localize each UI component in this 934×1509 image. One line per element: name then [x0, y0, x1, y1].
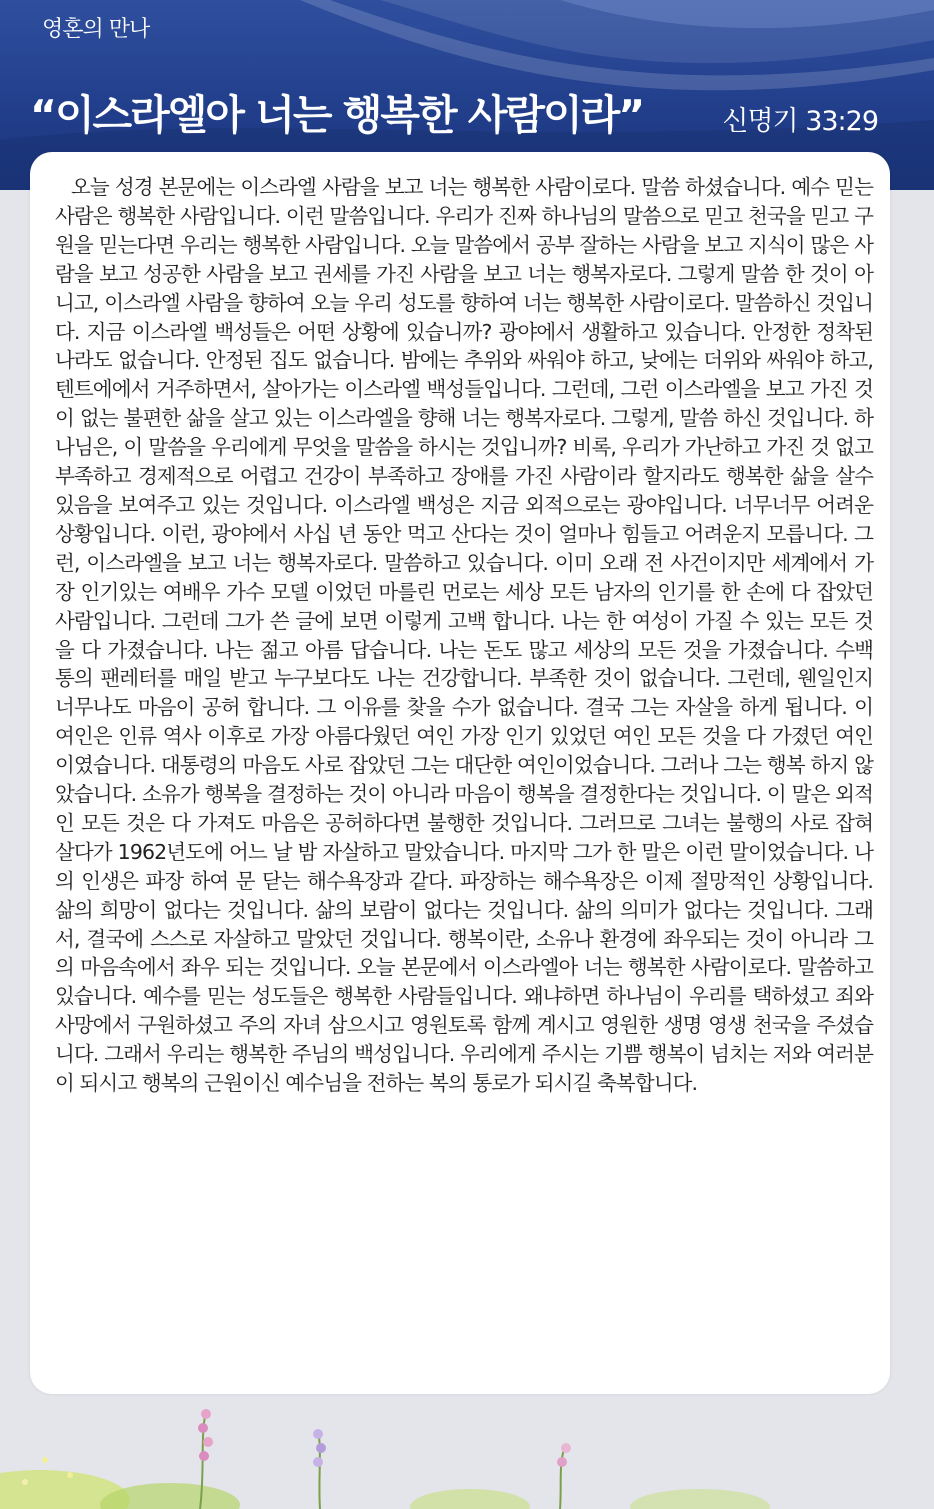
sermon-body-text: 오늘 성경 본문에는 이스라엘 사람을 보고 너는 행복한 사람이로다. 말씀 하셨습니다. 예수 믿는 사람은 행복한 사람입니다. 이런 말씀입니다. 우리가 진짜 하나님의 말씀으로 믿고 천국을 믿고 구원을 믿는다면 우리는 행복한 사람입니다. 오늘 말씀에서 공부 잘하는 사람을 보고 지식이 많은 사람을 보고 성공한 사람을 보고 권세를 가진 사람을 보고 너는 행복자로다. 그렇게 말씀 한 것이 아니고, 이스라엘 사람을 향하여 오늘 우리 성도를 향하여 너는 행복한 사람이로다. 말씀하신 것입니다. 지금 이스라엘 백성들은 어떤 상황에 있습니까? 광야에서 생활하고 있습니다. 안정한 정착된 나라도 없습니다. 안정된 집도 없습니다. 밤에는 추위와 싸워야 하고, 낮에는 더위와 싸워야 하고, 텐트에에서 거주하면서, 살아가는 이스라엘 백성들입니다. 그런데, 그런 이스라엘을 보고 가진 것이 없는 불편한 삶을 살고 있는 이스라엘을 향해 너는 행복자로다. 그렇게, 말씀 하신 것입니다. 하나님은, 이 말씀을 우리에게 무엇을 말씀을 하시는 것입니까? 비록, 우리가 가난하고 가진 것 없고 부족하고 경제적으로 어렵고 건강이 부족하고 장애를 가진 사람이라 할지라도 행복한 삶을 살수 있음을 보여주고 있는 것입니다. 이스라엘 백성은 지금 외적으로는 광야입니다. 너무너무 어려운 상황입니다. 이런, 광야에서 사십 년 동안 먹고 산다는 것이 얼마나 힘들고 어려운지 모릅니다. 그런, 이스라엘을 보고 너는 행복자로다. 말씀하고 있습니다. 이미 오래 전 사건이지만 세계에서 가장 인기있는 여배우 가수 모델 이었던 마를린 먼로는 세상 모든 남자의 인기를 한 손에 다 잡았던 사람입니다. 그런데 그가 쓴 글에 보면 이렇게 고백 합니다. 나는 한 여성이 가질 수 있는 모든 것을 다 가졌습니다. 나는 젊고 아름 답습니다. 나는 돈도 많고 세상의 모든 것을 가졌습니다. 수백 통의 팬레터를 매일 받고 누구보다도 나는 건강합니다. 부족한 것이 없습니다. 그런데, 웬일인지 너무나도 마음이 공허 합니다. 그 이유를 찾을 수가 없습니다. 결국 그는 자살을 하게 됩니다. 이 여인은 인류 역사 이후로 가장 아름다웠던 여인 가장 인기 있었던 여인 모든 것을 다 가졌던 여인이였습니다. 대통령의 마음도 사로 잡았던 그는 대단한 여인이었습니다. 그러나 그는 행복 하지 않았습니다. 소유가 행복을 결정하는 것이 아니라 마음이 행복을 결정한다는 것입니다. 이 말은 외적인 모든 것은 다 가져도 마음은 공허하다면 불행한 것입니다. 그러므로 그녀는 불행의 사로 잡혀 살다가 1962년도에 어느 날 밤 자살하고 말았습니다. 마지막 그가 한 말은 이런 말이었습니다. 나의 인생은 파장 하여 문 닫는 해수욕장과 같다. 파장하는 해수욕장은 이제 절망적인 상황입니다. 삶의 희망이 없다는 것입니다. 삶의 보람이 없다는 것입니다. 삶의 의미가 없다는 것입니다. 그래서, 결국에 스스로 자살하고 말았던 것입니다. 행복이란, 소유나 환경에 좌우되는 것이 아니라 그의 마음속에서 좌우 되는 것입니다. 오늘 본문에서 이스라엘아 너는 행복한 사람이로다. 말씀하고 있습니다. 예수를 믿는 성도들은 행복한 사람들입니다. 왜냐하면 하나님이 우리를 택하셨고 죄와 사망에서 구원하셨고 주의 자녀 삼으시고 영원토록 함께 계시고 영원한 생명 영생 천국을 주셨습니다. 그래서 우리는 행복한 주님의 백성입니다. 우리에게 주시는 기쁨 행복이 넘치는 저와 여러분이 되시고 행복의 근원이신 예수님을 전하는 복의 통로가 되시길 축복합니다. [55, 175, 873, 1096]
scripture-reference: 신명기 33:29 [722, 106, 878, 137]
page-title: “이스라엘아 너는 행복한 사람이라” [30, 91, 644, 139]
wildflower-decoration [0, 1390, 934, 1509]
section-label: 영혼의 만나 [42, 17, 150, 42]
